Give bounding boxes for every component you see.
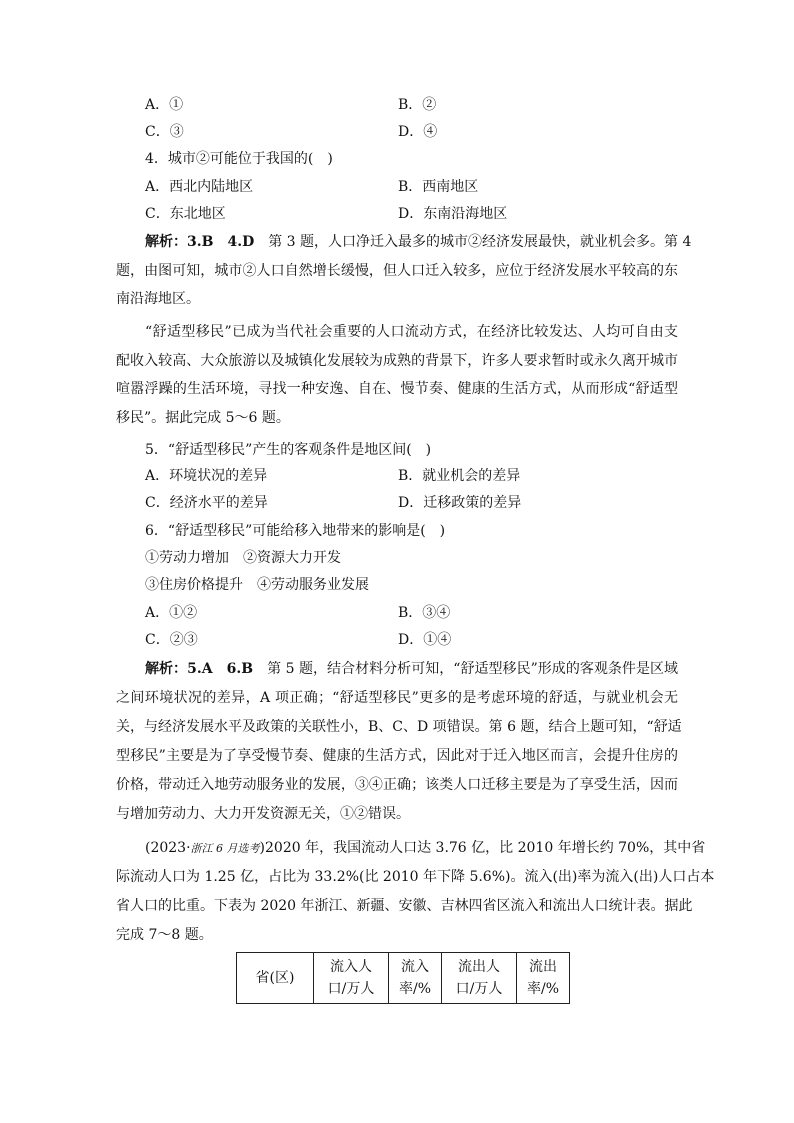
- answer-56-line-6: 与增加劳动力、大力开发资源无关，①②错误。: [116, 806, 410, 822]
- header-outflow-population: 流出人 口/万人: [442, 953, 517, 1004]
- q5-option-d: D．迁移政策的差异: [398, 495, 522, 511]
- passage-56-line-4: 移民”。据此完成 5～6 题。: [116, 410, 290, 426]
- q6-option-a: A．①②: [145, 605, 198, 621]
- q6-option-c: C．②③: [145, 632, 198, 648]
- q6-option-d: D．①④: [398, 632, 452, 648]
- passage-56-line-2: 配收入较高、大众旅游以及城镇化发展较为成熟的背景下，许多人要求暂时或永久离开城市: [116, 353, 678, 369]
- q6-option-b: B．③④: [398, 605, 451, 621]
- q6-items-2: ③住房价格提升 ④劳动服务业发展: [145, 577, 369, 593]
- q5-option-c: C．经济水平的差异: [145, 495, 268, 511]
- answer-56-text: 第 5 题，结合材料分析可知，“舒适型移民”形成的客观条件是区域: [267, 661, 679, 677]
- passage-78-line-1-text: )2020 年，我国流动人口达 3.76 亿，比 2010 年增长约 70%，其中省: [259, 840, 706, 856]
- q5-stem: 5．“舒适型移民”产生的客观条件是地区间( ): [145, 442, 432, 458]
- q3-option-a: A．①: [145, 97, 184, 113]
- passage-78-source: 浙江 6 月选考: [190, 842, 260, 855]
- answer-34-line-1: [145, 231, 692, 253]
- header-outflow-rate: 流出 率/%: [517, 953, 570, 1004]
- header-inflow-population: 流入人 口/万人: [314, 953, 389, 1004]
- passage-78-line-2: 际流动人口为 1.25 亿，占比为 33.2%(比 2010 年下降 5.6%)。流入(出)率为流入(出)人口占本: [116, 869, 715, 885]
- q3-option-b: B．②: [398, 97, 437, 113]
- q6-items-1: ①劳动力增加 ②资源大力开发: [145, 550, 341, 566]
- answer-56-line-5: 价格，带动迁入地劳动服务业的发展，③④正确；该类人口迁移主要是为了享受生活，因而: [116, 777, 678, 793]
- passage-56-line-3: 喧嚣浮躁的生活环境，寻找一种安逸、自在、慢节奏、健康的生活方式，从而形成“舒适型: [116, 381, 678, 397]
- q4-option-a: A．西北内陆地区: [145, 179, 254, 195]
- answer-34-line-3: 南沿海地区。: [116, 291, 200, 307]
- answer-34-label: 解析：3.B 4.D: [145, 234, 255, 250]
- passage-78-line-4: 完成 7～8 题。: [116, 927, 213, 943]
- q5-option-b: B．就业机会的差异: [398, 468, 521, 484]
- answer-56-line-1: [145, 658, 678, 680]
- population-flow-table: [236, 952, 570, 1004]
- q6-stem: 6．“舒适型移民”可能给移入地带来的影响是( ): [145, 523, 446, 539]
- q5-option-a: A．环境状况的差异: [145, 468, 268, 484]
- header-inflow-rate: 流入 率/%: [389, 953, 442, 1004]
- passage-78-year: (2023·: [145, 840, 191, 856]
- q4-option-b: B．西南地区: [398, 179, 479, 195]
- q4-option-c: C．东北地区: [145, 206, 226, 222]
- passage-78-line-3: 省人口的比重。下表为 2020 年浙江、新疆、安徽、吉林四省区流入和流出人口统计表。据此: [116, 898, 693, 914]
- q3-option-d: D．④: [398, 124, 438, 140]
- answer-34-line-2: 题，由图可知，城市②人口自然增长缓慢，但人口迁入较多，应位于经济发展水平较高的东: [116, 263, 678, 279]
- answer-56-line-2: 之间环境状况的差异，A 项正确；“舒适型移民”更多的是考虑环境的舒适，与就业机会无: [116, 690, 678, 706]
- answer-56-label: 解析：5.A 6.B: [145, 661, 254, 677]
- answer-56-line-4: 型移民”主要是为了享受慢节奏、健康的生活方式，因此对于迁入地区而言，会提升住房的: [116, 748, 678, 764]
- passage-78-line-1: [145, 837, 706, 860]
- q4-option-d: D．东南沿海地区: [398, 206, 508, 222]
- passage-56-line-1: “舒适型移民”已成为当代社会重要的人口流动方式，在经济比较发达、人均可自由支: [145, 324, 678, 340]
- answer-56-line-3: 关，与经济发展水平及政策的关联性小，B、C、D 项错误。第 6 题，结合上题可知，“舒适: [116, 719, 682, 735]
- answer-34-text: 第 3 题，人口净迁入最多的城市②经济发展最快，就业机会多。第 4: [268, 234, 692, 250]
- q4-stem: 4．城市②可能位于我国的( ): [145, 151, 333, 167]
- q3-option-c: C．③: [145, 124, 184, 140]
- header-region: 省(区): [237, 953, 314, 1004]
- table-header-row: [237, 953, 570, 1004]
